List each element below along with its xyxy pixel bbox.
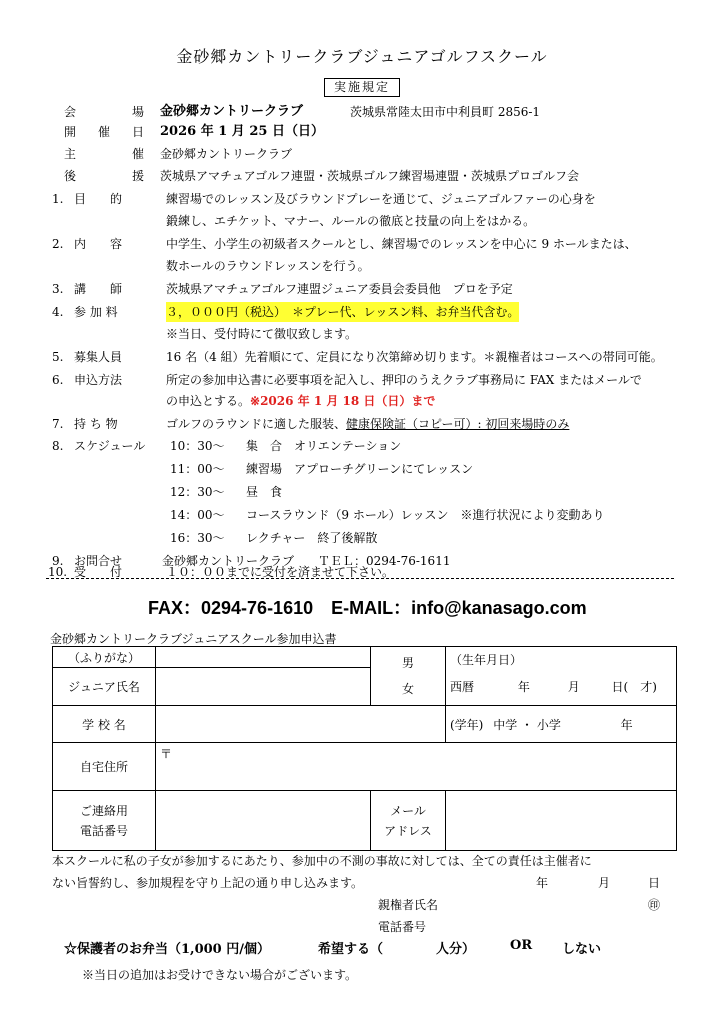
email-address[interactable]: E-MAIL：info@kanasago.com xyxy=(331,598,587,618)
rules-heading: 実施規定 xyxy=(324,78,400,97)
birthday-cell[interactable] xyxy=(446,647,677,706)
bento-or: OR xyxy=(510,938,533,953)
apply-row xyxy=(0,370,724,390)
capacity-row xyxy=(0,347,724,367)
postal-mark: 〒 xyxy=(160,747,173,761)
host-value: 金砂郷カントリークラブ xyxy=(160,147,293,161)
items-row xyxy=(0,414,724,434)
apply-label: 申込方法 xyxy=(74,373,123,387)
apply-row-2 xyxy=(0,391,724,411)
reception-value: １０：００までに受付を済ませて下さい。 xyxy=(166,565,395,579)
gender-cell[interactable] xyxy=(371,647,446,706)
female-label[interactable]: 女 xyxy=(401,682,414,696)
instructor-label: 講 師 xyxy=(74,282,123,296)
apply-line: 所定の参加申込書に必要事項を記入し、押印のうえクラブ事務局に FAX またはメールで xyxy=(166,373,642,387)
schedule-desc: 練習場 アプローチグリーンにてレッスン xyxy=(246,462,474,476)
cut-line xyxy=(46,578,674,579)
inquiry-value: 金砂郷カントリークラブ ＴＥＬ：0294-76-1611 xyxy=(162,554,451,568)
furigana-field[interactable] xyxy=(156,647,371,668)
fee-note: ※当日、受付時にて徴収致します。 xyxy=(166,327,358,341)
item-number: 6. xyxy=(52,373,64,387)
pledge-year: 年 xyxy=(536,876,549,890)
guardian-phone-label: 電話番号 xyxy=(378,920,427,934)
bento-want[interactable]: 希望する（ xyxy=(318,942,384,957)
bento-no[interactable]: しない xyxy=(562,942,602,957)
bento-label: ☆保護者のお弁当（1,000 円/個） xyxy=(64,942,270,957)
fee-note-row xyxy=(0,324,724,344)
grade-label: (学年) xyxy=(450,717,484,732)
schedule-row xyxy=(0,459,724,479)
schedule-time: 14：00～ xyxy=(170,508,225,522)
guardian-label: 親権者氏名 xyxy=(378,898,439,912)
capacity-label: 募集人員 xyxy=(74,350,123,364)
schedule-time: 12：30～ xyxy=(170,485,225,499)
schedule-row xyxy=(0,482,724,502)
address-field[interactable] xyxy=(156,743,677,791)
venue-address: 茨城県常陸太田市中利員町 2856-1 xyxy=(350,105,541,119)
item-number: 9. xyxy=(52,554,64,568)
fee-row xyxy=(0,302,724,322)
junior-name-label: ジュニア氏名 xyxy=(53,668,156,706)
birthday-fields xyxy=(450,678,672,695)
fee-label: 参 加 料 xyxy=(74,305,118,319)
page-title: 金砂郷カントリークラブジュニアゴルフスクール xyxy=(176,47,548,66)
apply-deadline: ※2026 年 1 月 18 日（日）まで xyxy=(250,394,436,408)
bento-persons: 人分） xyxy=(436,942,476,957)
content-line: 数ホールのラウンドレッスンを行う。 xyxy=(166,259,370,273)
schedule-time: 11：00～ xyxy=(170,462,225,476)
purpose-line: 練習場でのレッスン及びラウンドプレーを通じて、ジュニアゴルファーの心身を xyxy=(166,192,596,206)
pledge-day: 日 xyxy=(648,876,661,890)
form-title: 金砂郷カントリークラブジュニアスクール参加申込書 xyxy=(50,632,337,646)
male-label[interactable]: 男 xyxy=(401,656,414,670)
date-label: 開 催 日 xyxy=(64,125,144,139)
schedule-desc: コースラウンド（9 ホール）レッスン ※進行状況により変動あり xyxy=(246,508,605,522)
item-number: 4. xyxy=(52,305,64,319)
contact-phone-label: ご連絡用 電話番号 xyxy=(53,791,156,851)
fax-number: FAX：0294-76-1610 xyxy=(148,598,314,618)
purpose-line: 鍛練し、エチケット、マナー、ルールの徹底と技量の向上をはかる。 xyxy=(166,214,536,228)
item-number: 5. xyxy=(52,350,64,364)
mail-field[interactable] xyxy=(446,791,677,851)
schedule-desc: 昼 食 xyxy=(246,485,283,499)
content-label: 内 容 xyxy=(74,237,123,251)
content-line: 中学生、小学生の初級者スクールとし、練習場でのレッスンを中心に 9 ホールまたは、 xyxy=(166,237,637,251)
purpose-row-2 xyxy=(0,211,724,231)
schedule-desc: 集 合 オリエンテーション xyxy=(246,439,402,453)
school-level-label: 中学 ・ 小学 xyxy=(493,717,561,732)
schedule-row xyxy=(0,505,724,525)
pledge-line-1: 本スクールに私の子女が参加するにあたり、参加中の不測の事故に対しては、全ての責任は主催者に xyxy=(52,854,592,868)
items-insurance: 健康保険証（コピー可）: 初回来場時のみ xyxy=(346,417,570,431)
schedule-row xyxy=(0,528,724,548)
capacity-value: 16 名（4 組）先着順にて、定員になり次第締め切ります。＊親権者はコースへの帯同可能。 xyxy=(166,350,663,364)
content-row xyxy=(0,234,724,254)
instructor-value: 茨城県アマチュアゴルフ連盟ジュニア委員会委員他 プロを予定 xyxy=(166,282,513,296)
mail-label: メール アドレス xyxy=(371,791,446,851)
grade-cell[interactable] xyxy=(446,706,677,743)
apply-line: の申込とする。 xyxy=(166,394,251,408)
seal-mark: ㊞ xyxy=(648,898,661,912)
support-label: 後 援 xyxy=(64,169,144,183)
item-number: 1. xyxy=(52,192,64,206)
year-label: 年 xyxy=(517,680,530,694)
purpose-row xyxy=(0,189,724,209)
fee-value: ３，０００円（税込） ＊プレー代、レッスン料、お弁当代含む。 xyxy=(166,302,519,322)
date-value: 2026 年 1 月 25 日（日） xyxy=(160,124,324,139)
contact-line xyxy=(148,594,605,620)
content-row-2 xyxy=(0,256,724,276)
schedule-time: 10：30～ xyxy=(170,439,225,453)
furigana-label: （ふりがな） xyxy=(53,647,156,668)
contact-phone-field[interactable] xyxy=(156,791,371,851)
schedule-row xyxy=(0,436,724,456)
support-row xyxy=(0,166,724,186)
school-label: 学 校 名 xyxy=(53,706,156,743)
reception-label: 受 付 xyxy=(74,565,123,579)
venue-label: 会 場 xyxy=(64,105,144,119)
host-label: 主 催 xyxy=(64,147,144,161)
items-label: 持 ち 物 xyxy=(74,417,118,431)
venue-row xyxy=(0,102,724,122)
venue-name: 金砂郷カントリークラブ xyxy=(160,104,304,119)
host-row xyxy=(0,144,724,164)
date-row xyxy=(0,122,724,142)
item-number: 2. xyxy=(52,237,64,251)
day-age-label: 日( 才) xyxy=(611,680,657,694)
school-field[interactable] xyxy=(156,706,446,743)
inquiry-label: お問合せ xyxy=(74,554,123,568)
era-label: 西暦 xyxy=(450,680,475,694)
items-value: ゴルフのラウンドに適した服装、 xyxy=(166,417,347,431)
grade-year-label: 年 xyxy=(620,717,633,732)
item-number: 3. xyxy=(52,282,64,296)
item-number: 8. xyxy=(52,439,64,453)
schedule-time: 16：30～ xyxy=(170,531,225,545)
application-form xyxy=(52,646,677,851)
birthday-label: （生年月日） xyxy=(450,653,523,667)
schedule-desc: レクチャー 終了後解散 xyxy=(246,531,378,545)
bottom-note: ※当日の追加はお受けできない場合がございます。 xyxy=(82,968,358,982)
schedule-label: スケジュール xyxy=(74,439,146,453)
pledge-month: 月 xyxy=(598,876,611,890)
month-label: 月 xyxy=(567,680,580,694)
pledge-line-2: ない旨誓約し、参加規程を守り上記の通り申し込みます。 年 月 日 xyxy=(52,872,682,894)
item-number: 7. xyxy=(52,417,64,431)
purpose-label: 目 的 xyxy=(74,192,123,206)
support-value: 茨城県アマチュアゴルフ連盟・茨城県ゴルフ練習場連盟・茨城県プロゴルフ会 xyxy=(160,169,580,183)
item-number: 10. xyxy=(48,565,68,579)
address-label: 自宅住所 xyxy=(53,743,156,791)
instructor-row xyxy=(0,279,724,299)
junior-name-field[interactable] xyxy=(156,668,371,706)
